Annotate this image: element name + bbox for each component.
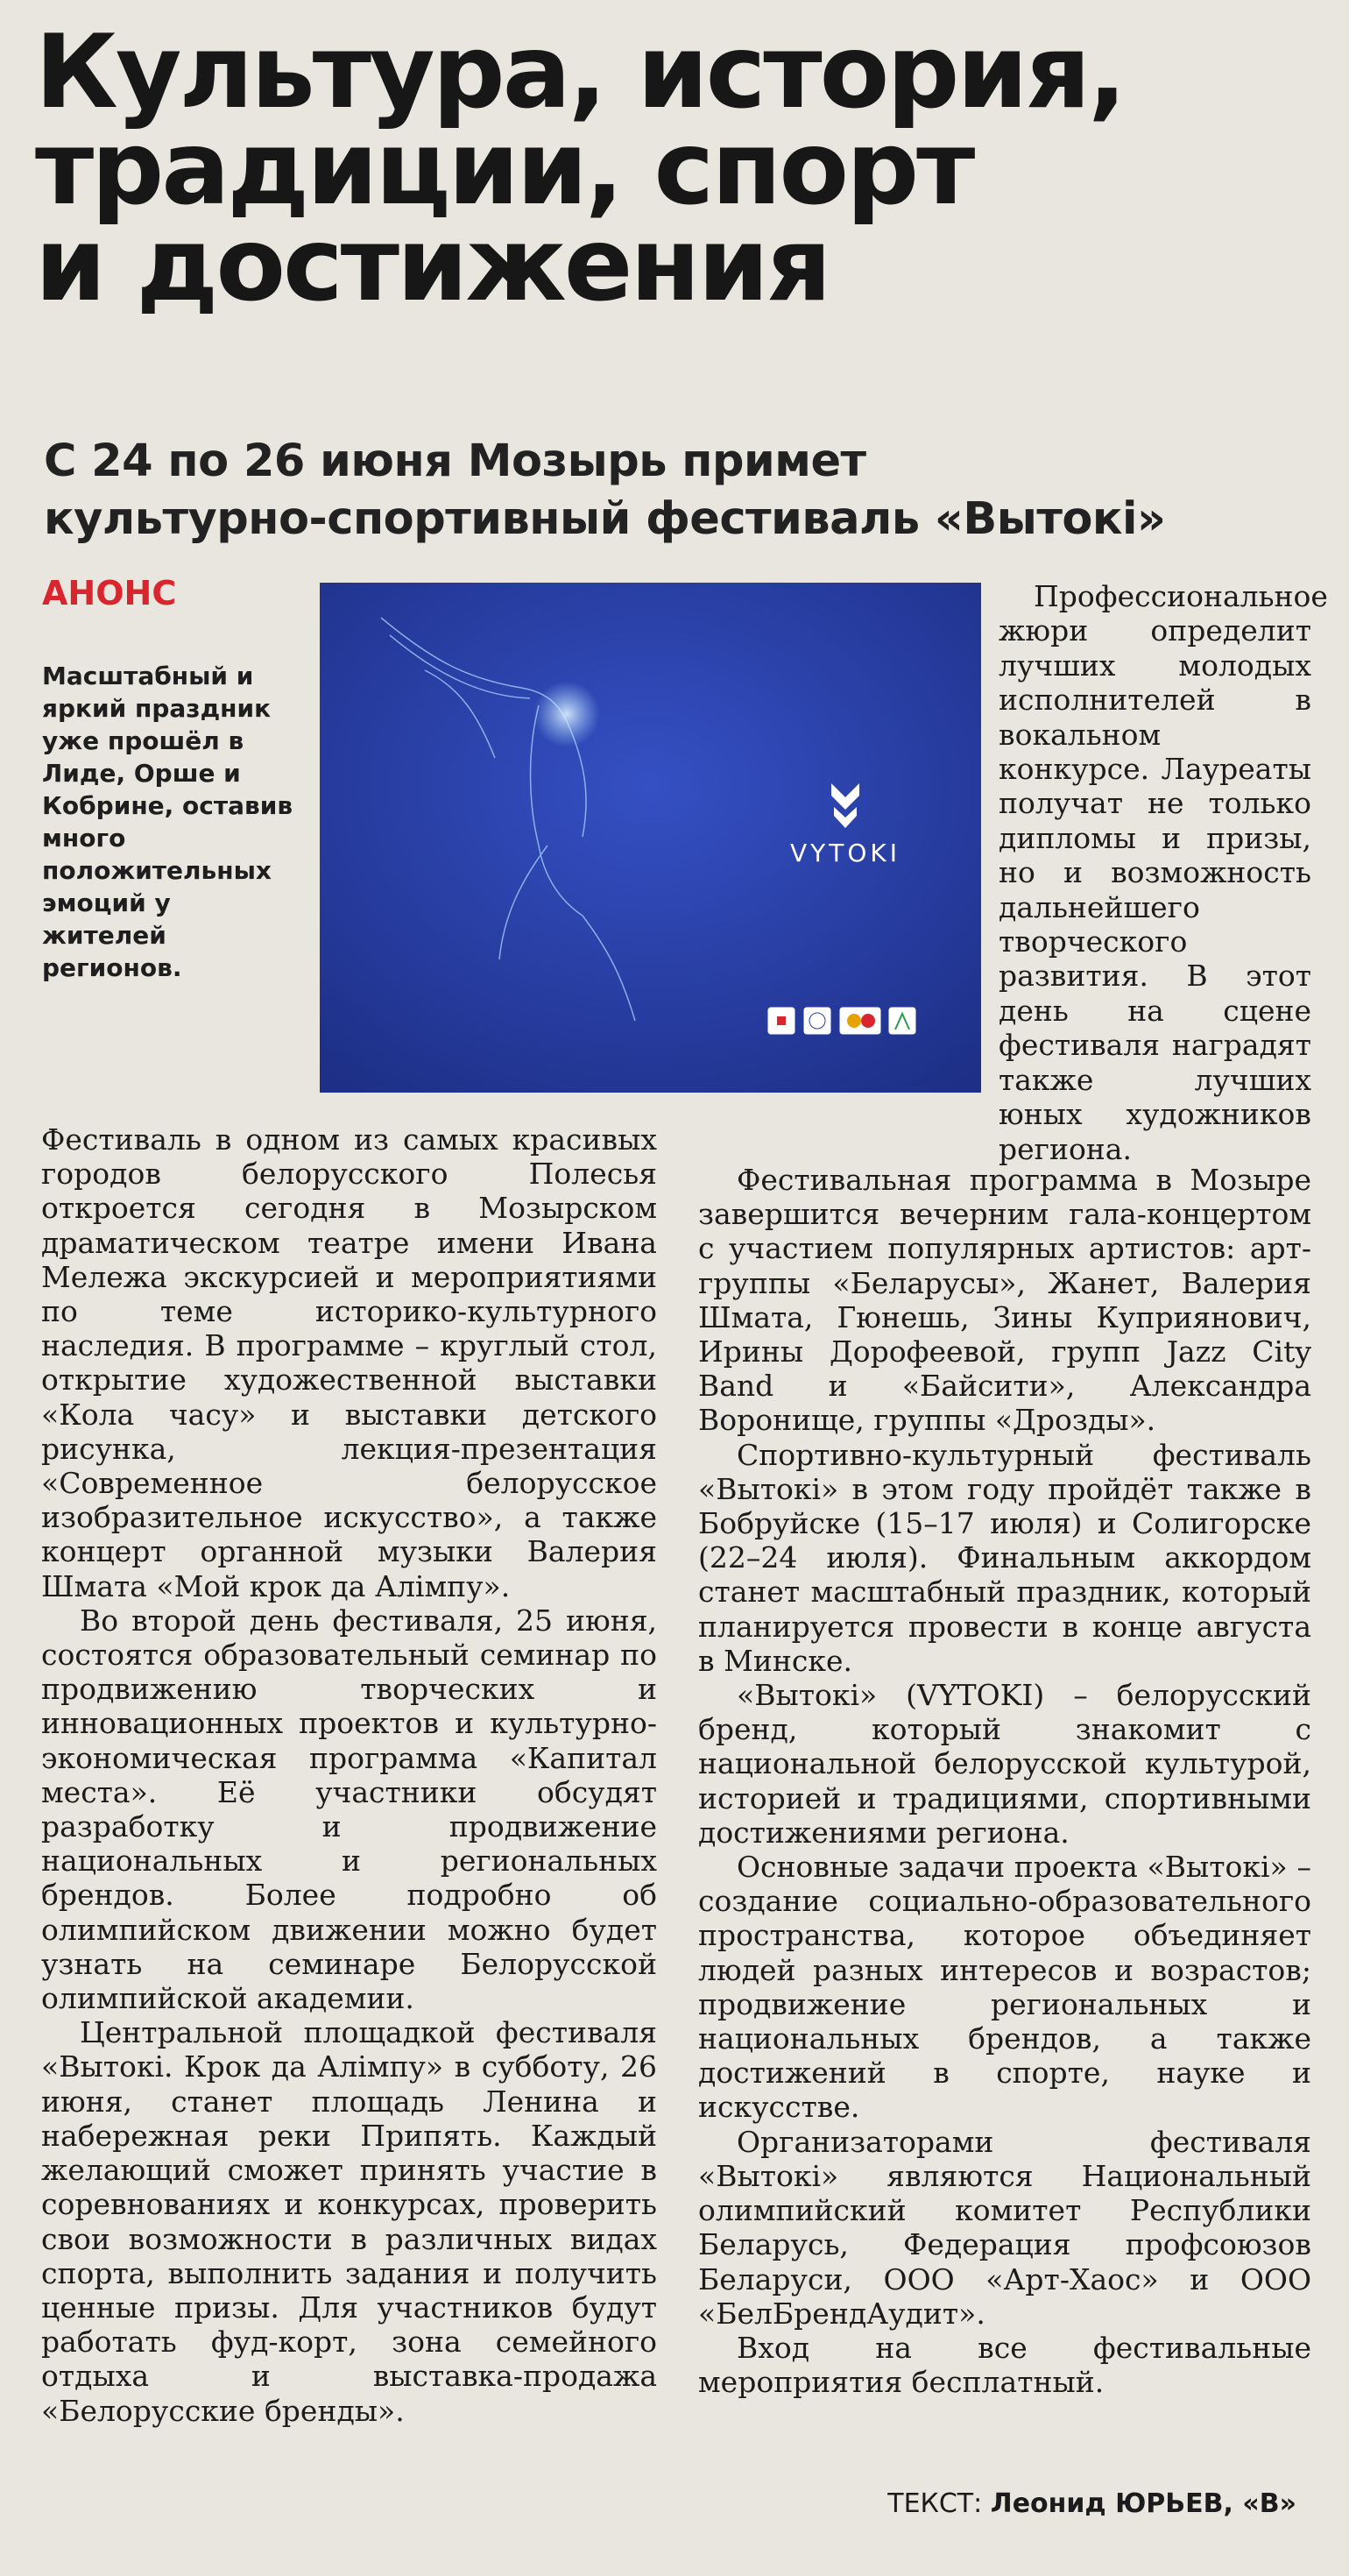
poster-background — [320, 583, 981, 1093]
headline-line: и достижения — [35, 206, 830, 324]
right-column — [698, 1163, 1311, 2399]
subheadline-line: С 24 по 26 июня Мозырь примет — [44, 435, 866, 487]
paragraph: Профессиональное жюри определит лучших молодых исполнителей в вокальном конкурсе. Лауреаты получат не только дипломы и призы, но и возможность дальнейшего творческого развития. В этот день на сцене фестиваля наградят также лучших юных художников региона. — [999, 579, 1328, 1166]
right-top-column — [999, 579, 1328, 1166]
sponsor-logos — [768, 1008, 915, 1034]
byline-author: Леонид ЮРЬЕВ, «В» — [990, 2488, 1296, 2519]
headline-line: традиции, спорт — [35, 110, 973, 228]
poster-logo-text: VYTOKI — [789, 839, 901, 867]
paragraph: Организаторами фестиваля «Вытокі» являются Национальный олимпийский комитет Республики Беларусь, Федерация профсоюзов Беларуси, ООО «Арт-Хаос» и ООО «БелБрендАудит». — [698, 2124, 1311, 2331]
left-column — [41, 1122, 657, 2428]
paragraph: Центральной площадкой фестиваля «Вытокі. Крок да Алімпу» в субботу, 26 июня, станет площадь Ленина и набережная реки Припять. Каждый желающий сможет принять участие в соревнованиях и конкурсах, проверить свои возможности в различных видах спорта, выполнить задания и получить ценные призы. Для участников будут работать фуд-корт, зона семейного отдыха и выставка-продажа «Белорусские бренды». — [41, 2015, 657, 2428]
headline-line: Культура, история, — [35, 13, 1125, 131]
byline — [858, 2488, 1296, 2519]
byline-label: ТЕКСТ: — [887, 2488, 983, 2519]
subheadline-line: культурно-спортивный фестиваль «Вытокі» — [44, 493, 1166, 545]
paragraph: Спортивно-культурный фестиваль «Вытокі» в этом году пройдёт также в Бобруйске (15–17 июля) и Солигорске (22–24 июля). Финальным аккордом станет масштабный праздник, который планируется провести в конце августа в Минске. — [698, 1437, 1311, 1678]
paragraph: Основные задачи проекта «Вытокі» – создание социально-образовательного пространства, которое объединяет людей разных интересов и возрастов; продвижение региональных и национальных брендов, а также достижений в спорте, науке и искусстве. — [698, 1850, 1311, 2125]
paragraph: Фестиваль в одном из самых красивых городов белорусского Полесья откроется сегодня в Мозырском драматическом театре имени Ивана Мележа экскурсией и мероприятиями по теме историко-культурного наследия. В программе – круглый стол, открытие художественной выставки «Кола часу» и выставки детского рисунка, лекция-презентация «Современное белорусское изобразительное искусство», а также концерт органной музыки Валерия Шмата «Мой крок да Алімпу». — [41, 1122, 657, 1603]
poster-glow — [533, 681, 600, 747]
subheadline — [44, 433, 1323, 548]
lead-paragraph: Масштабный и яркий праздник уже прошёл в Лиде, Орше и Кобрине, оставив много положительных эмоций у жителей регионов. — [42, 662, 293, 982]
paragraph: Во второй день фестиваля, 25 июня, состоятся образовательный семинар по продвижению творческих и инновационных проектов и культурно-экономическая программа «Капитал места». Её участники обсудят разработку и продвижение национальных и региональных брендов. Более подробно об олимпийском движении можно будет узнать на семинаре Белорусской олимпийской академии. — [41, 1603, 657, 2016]
headline — [35, 13, 1314, 324]
paragraph: Фестивальная программа в Мозыре завершится вечерним гала-концертом с участием популярных артистов: арт-группы «Беларусы», Жанет, Валерия Шмата, Гюнешь, Зины Куприянович, Ирины Дорофеевой, групп Jazz City Band и «Байсити», Александра Воронище, группы «Дрозды». — [698, 1163, 1311, 1438]
paragraph: «Вытокі» (VYTOKI) – белорусский бренд, который знакомит с национальной белорусской культурой, историей и традициями, спортивными достижениями региона. — [698, 1678, 1311, 1850]
rubric-label: АНОНС — [42, 574, 177, 612]
festival-poster-image — [320, 583, 981, 1093]
paragraph: Вход на все фестивальные мероприятия бесплатный. — [698, 2330, 1311, 2400]
